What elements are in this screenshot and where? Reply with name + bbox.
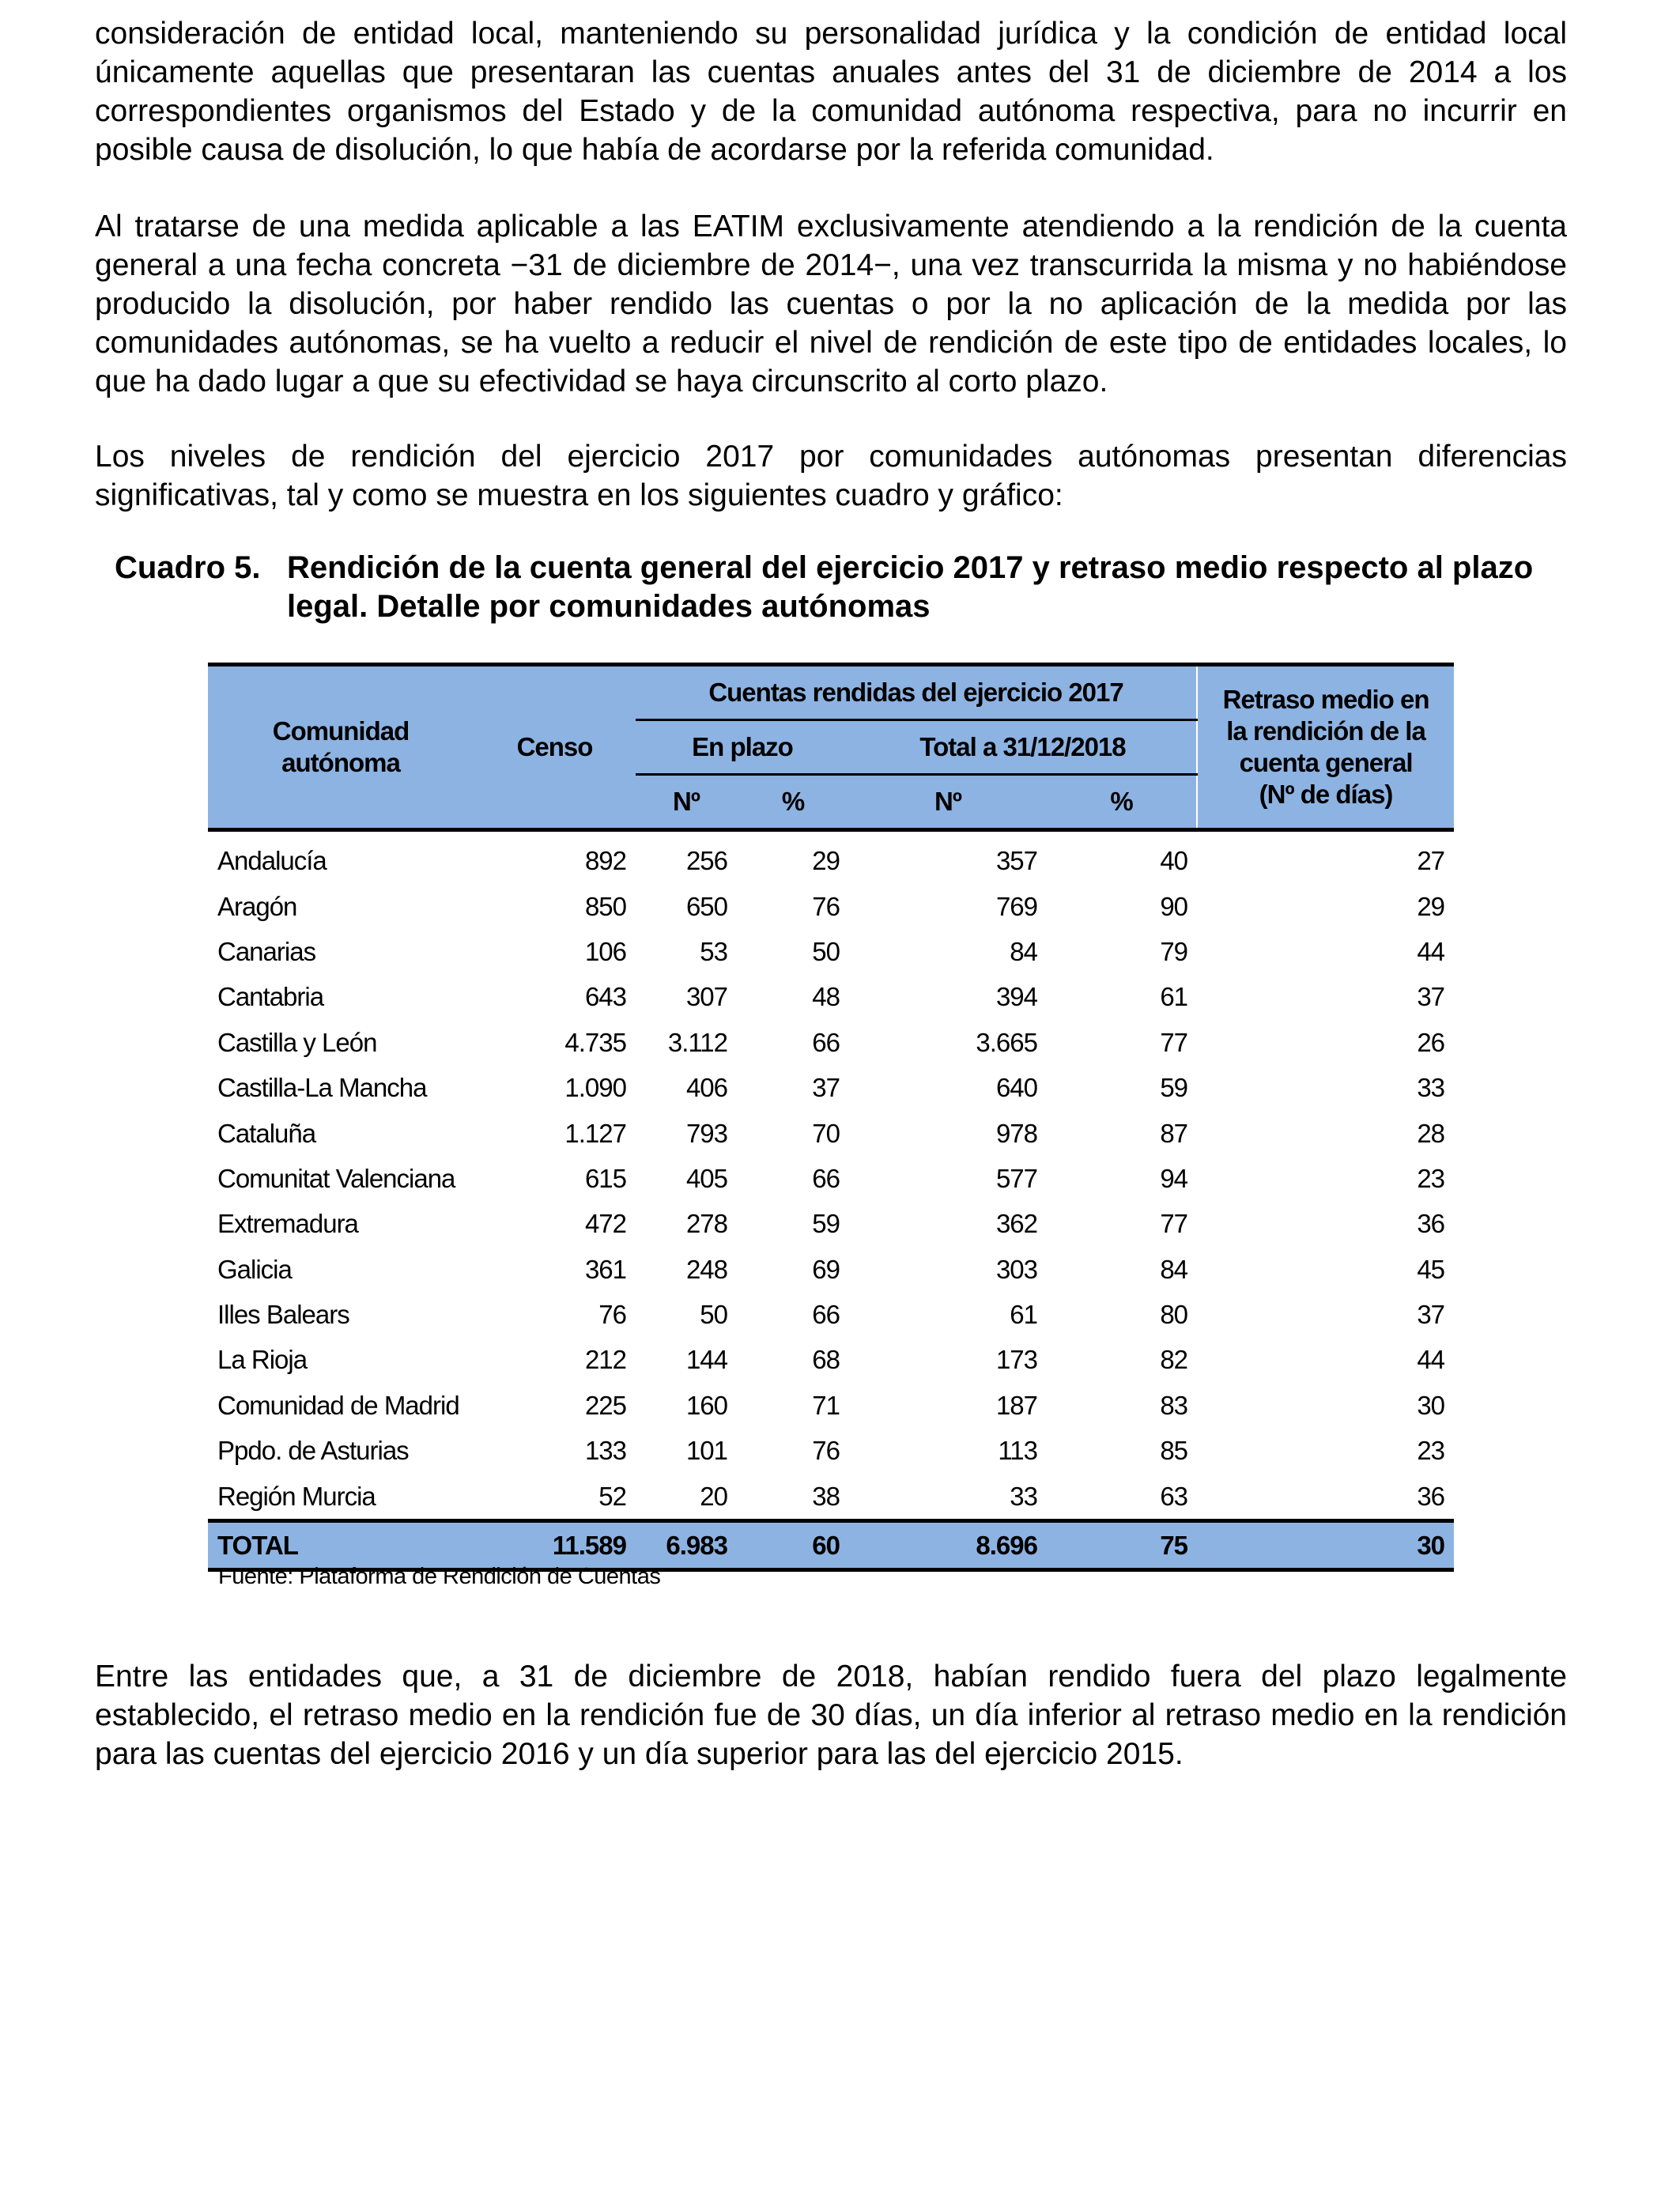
header-total-num: Nº [849,775,1047,830]
table-row: La Rioja 212 144 68 173 82 44 [217,1345,1445,1375]
paragraph-1: consideración de entidad local, manteniendo su personalidad jurídica y la condición de entidad local únicamente aquellas que presentaran las cuentas anuales antes del 31 de diciembre de 2014 a los correspondientes organismos del Estado y de la comunidad autónoma respectiva, para no incurrir en posible causa de disolución, lo que había de acordarse por la referida comunidad. [95,17,1567,167]
table-row: Extremadura 472 278 59 362 77 36 [217,1209,1445,1239]
table-row: Castilla y León 4.735 3.112 66 3.665 77 26 [217,1027,1445,1057]
header-en-plazo: En plazo [636,720,849,775]
table-row: Cantabria 643 307 48 394 61 37 [217,982,1445,1012]
table-body [208,830,1454,1570]
header-censo: Censo [474,665,636,830]
table-row: Ppdo. de Asturias 133 101 76 113 85 23 [217,1436,1445,1466]
header-comunidad: Comunidad autónoma [208,665,474,830]
table-row: Galicia 361 248 69 303 84 45 [217,1254,1445,1284]
header-total-2018: Total a 31/12/2018 [849,720,1197,775]
paragraph-3: Los niveles de rendición del ejercicio 2017 por comunidades autónomas presentan diferencias significativas, tal y como se muestra en los siguientes cuadro y gráfico: [95,440,1567,512]
table-row: Región Murcia 52 20 38 33 63 36 [217,1481,1445,1511]
header-total-pct: % [1047,775,1197,830]
table-row: Aragón 850 650 76 769 90 29 [217,891,1445,921]
table-total-row: TOTAL 11.589 6.983 60 8.696 75 30 [208,1520,1454,1569]
table-row: Canarias 106 53 50 84 79 44 [217,936,1445,966]
header-en-plazo-num: Nº [636,775,737,830]
table-row: Andalucía 892 256 29 357 40 27 [217,846,1445,876]
caption-title: Rendición de la cuenta general del ejercicio 2017 y retraso medio respecto al plazo legal. Detalle por comunidades autónomas [287,550,1534,624]
table-header [208,665,1454,830]
header-retraso-medio: Retraso medio en la rendición de la cuenta general (Nº de días) [1197,665,1454,830]
paragraph-4: Entre las entidades que, a 31 de diciembre de 2018, habían rendido fuera del plazo legalmente establecido, el retraso medio en la rendición fue de 30 días, un día inferior al retraso medio en la rendición para las cuentas del ejercicio 2016 y un día superior para las del ejercicio 2015. [95,1660,1567,1771]
paragraph-2: Al tratarse de una medida aplicable a las EATIM exclusivamente atendiendo a la rendición de la cuenta general a una fecha concreta −31 de diciembre de 2014−, una vez transcurrida la misma y no habiéndose producido la disolución, por haber rendido las cuentas o por la no aplicación de la medida por las comunidades autónomas, se ha vuelto a reducir el nivel de rendición de este tipo de entidades locales, lo que ha dado lugar a que su efectividad se haya circunscrito al corto plazo. [95,210,1567,398]
data-table-wrapper [208,663,1454,1572]
table-source-note: Fuente: Plataforma de Rendición de Cuentas [218,1564,661,1589]
table-row: Comunidad de Madrid 225 160 71 187 83 30 [217,1390,1445,1420]
header-en-plazo-pct: % [737,775,849,830]
rendicion-table [208,663,1454,1572]
table-row: Castilla-La Mancha 1.090 406 37 640 59 33 [217,1073,1445,1103]
caption-number: Cuadro 5. [115,550,261,585]
table-row: Cataluña 1.127 793 70 978 87 28 [217,1118,1445,1148]
table-row: Illes Balears 76 50 66 61 80 37 [217,1300,1445,1330]
table-row: Comunitat Valenciana 615 405 66 577 94 23 [217,1163,1445,1193]
header-cuentas-rendidas: Cuentas rendidas del ejercicio 2017 [636,665,1197,720]
